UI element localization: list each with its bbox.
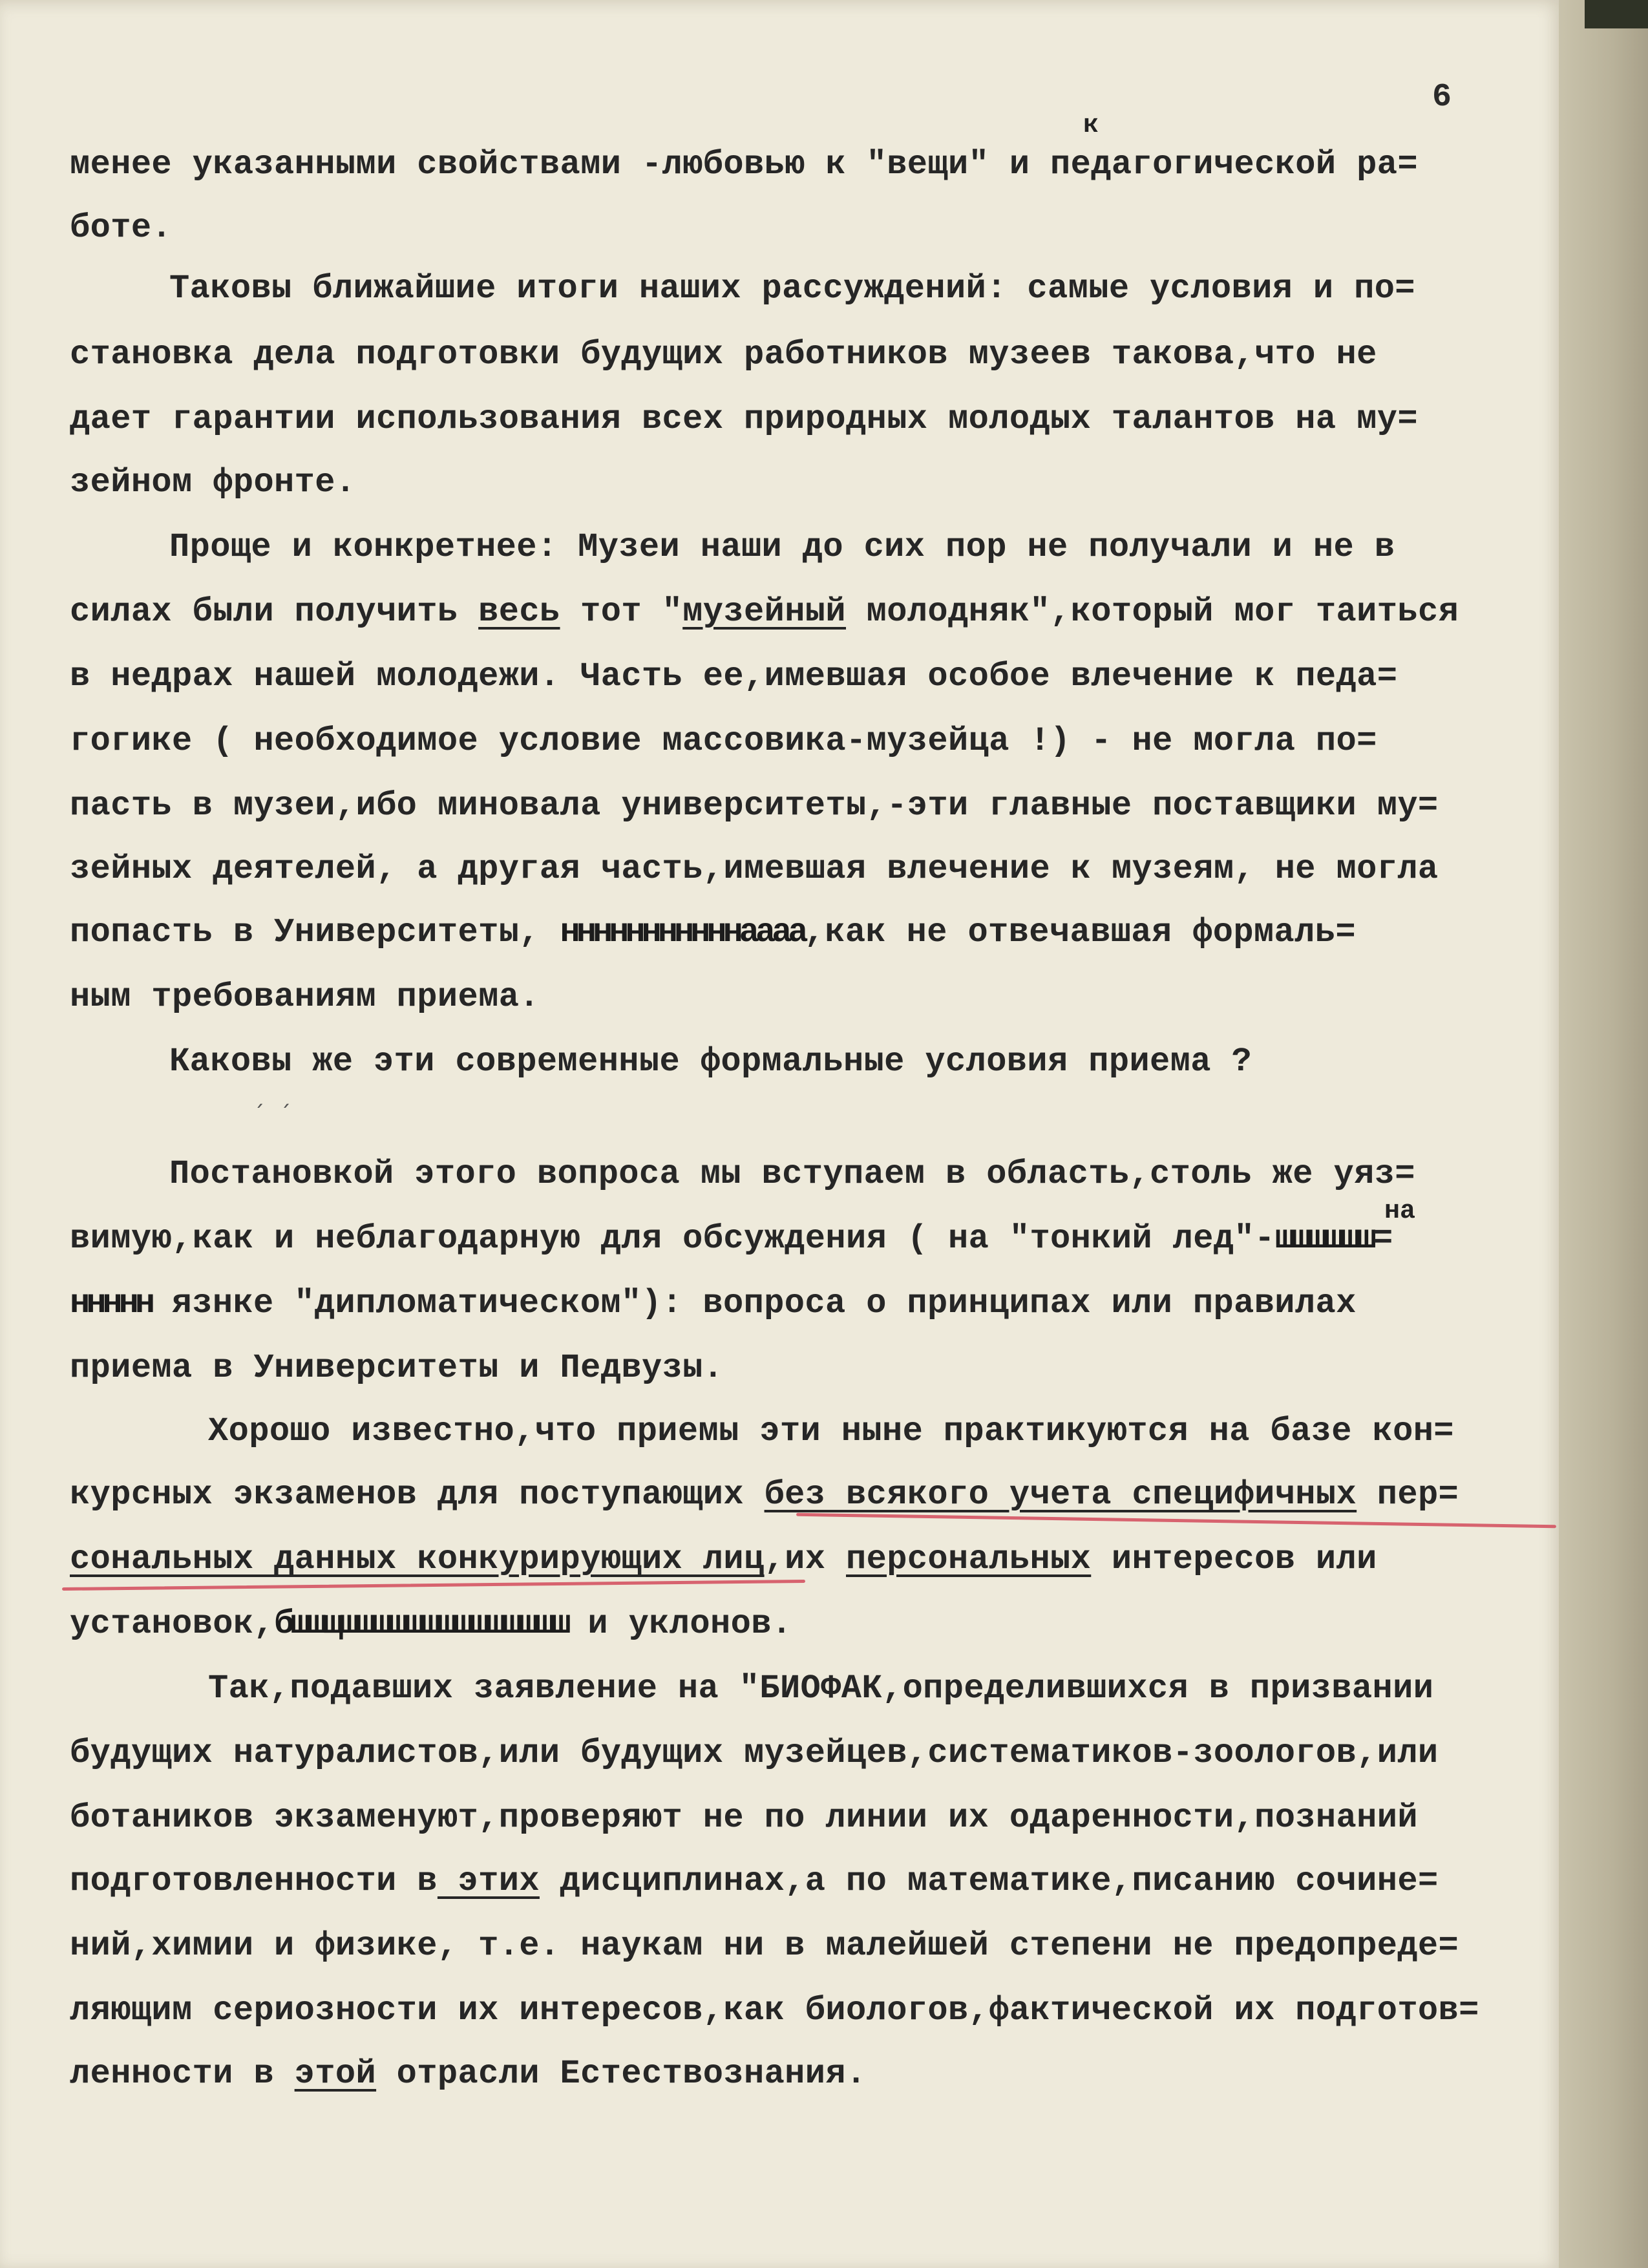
text-line-14: ным требованиям приема. (70, 978, 540, 1016)
typed-insert-na: на (1384, 1197, 1416, 1226)
text-line-6: зейном фронте. (70, 463, 356, 502)
text-line-30: ленности в этой отрасли Естествознания. (70, 2055, 867, 2093)
text-line-15: Каковы же эти современные формальные условия приема ? (169, 1043, 1252, 1081)
text-line-10: гогике ( необходимое условие массовика-музейца !) - не могла по= (70, 722, 1377, 760)
text-line-29: ляющим сериозности их интересов,как биологов,фактической их подготов= (70, 1991, 1479, 2030)
struck-out-text: бшшщшшшшшшшшшшшшшш (274, 1605, 567, 1643)
handwritten-insert-k: к (1083, 111, 1099, 140)
text-line-18: ннннн язнке "дипломатическом"): вопроса о принципах или правилах (70, 1284, 1357, 1322)
text-line-2: боте. (70, 209, 173, 247)
text-line-25: будущих натуралистов,или будущих музейцев,систематиков-зоологов,или (70, 1734, 1439, 1772)
text-line-4: становка дела подготовки будущих работников музеев такова,что не (70, 335, 1377, 374)
adjacent-page-edge (1559, 0, 1648, 2268)
text-line-26: ботаников экзаменуют,проверяют не по линии их одаренности,познаний (70, 1799, 1418, 1837)
text-line-22: сональных данных конкурирующих лиц,их персональных интересов или (70, 1540, 1377, 1578)
struck-out-text: ннннн (70, 1284, 152, 1322)
text-line-19: приема в Университеты и Педвузы. (70, 1349, 724, 1387)
underlined-word-muzeyny: музейный (682, 593, 847, 631)
struck-out-text: нннннннннннаааа (560, 913, 805, 951)
scan-background-corner (1585, 0, 1648, 28)
text-line-11: пасть в музеи,ибо миновала университеты,-эти главные поставщики му= (70, 787, 1439, 825)
struck-out-text: шшшшшш (1274, 1220, 1373, 1258)
underlined-phrase-bez-ucheta: без всякого учета специфичных (764, 1476, 1357, 1514)
text-line-23: установок,бшшщшшшшшшшшшшшшшш и уклонов. (70, 1605, 792, 1643)
text-line-27: подготовленности в этих дисциплинах,а по математике,писанию сочине= (70, 1862, 1439, 1900)
underlined-word-ves: весь (478, 593, 560, 631)
underlined-word-etoy: этой (294, 2055, 377, 2093)
text-line-21: курсных экзаменов для поступающих без всякого учета специфичных пер= (70, 1476, 1459, 1514)
page-number: 6 (1432, 79, 1452, 116)
underlined-phrase-lits: сональных данных конкурирующих лиц (70, 1540, 765, 1578)
text-line-3: Таковы ближайшие итоги наших рассуждений: самые условия и по= (169, 270, 1415, 308)
stray-mark: ՛ ՛ (253, 1104, 293, 1129)
text-line-9: в недрах нашей молодежи. Часть ее,имевшая особое влечение к педа= (70, 657, 1398, 695)
text-line-20: Хорошо известно,что приемы эти ныне практикуются на базе кон= (208, 1412, 1454, 1450)
text-line-24: Так,подавших заявление на "БИОФАК,определившихся в призвании (208, 1669, 1434, 1708)
text-line-1: менее указанными свойствами -любовью к "вещи" и педагогической ра= (70, 145, 1418, 184)
text-line-17: вимую,как и неблагодарную для обсуждения ( на "тонкий лед"-шшшшшш= (70, 1220, 1393, 1258)
text-line-8: силах были получить весь тот "музейный молодняк",который мог таиться (70, 593, 1459, 631)
text-line-7: Проще и конкретнее: Музеи наши до сих пор не получали и не в (169, 528, 1395, 566)
text-line-16: Постановкой этого вопроса мы вступаем в область,столь же уяз= (169, 1155, 1415, 1193)
text-line-5: дает гарантии использования всех природных молодых талантов на му= (70, 400, 1418, 438)
text-line-12: зейных деятелей, а другая часть,имевшая влечение к музеям, не могла (70, 850, 1439, 888)
underlined-word-personalnykh: персональных (846, 1540, 1092, 1578)
underlined-word-etikh: этих (437, 1862, 540, 1900)
text-line-28: ний,химии и физике, т.е. наукам ни в малейшей степени не предопреде= (70, 1927, 1459, 1965)
text-line-13: попасть в Университеты, нннннннннннаааа,как не отвечавшая формаль= (70, 913, 1356, 951)
